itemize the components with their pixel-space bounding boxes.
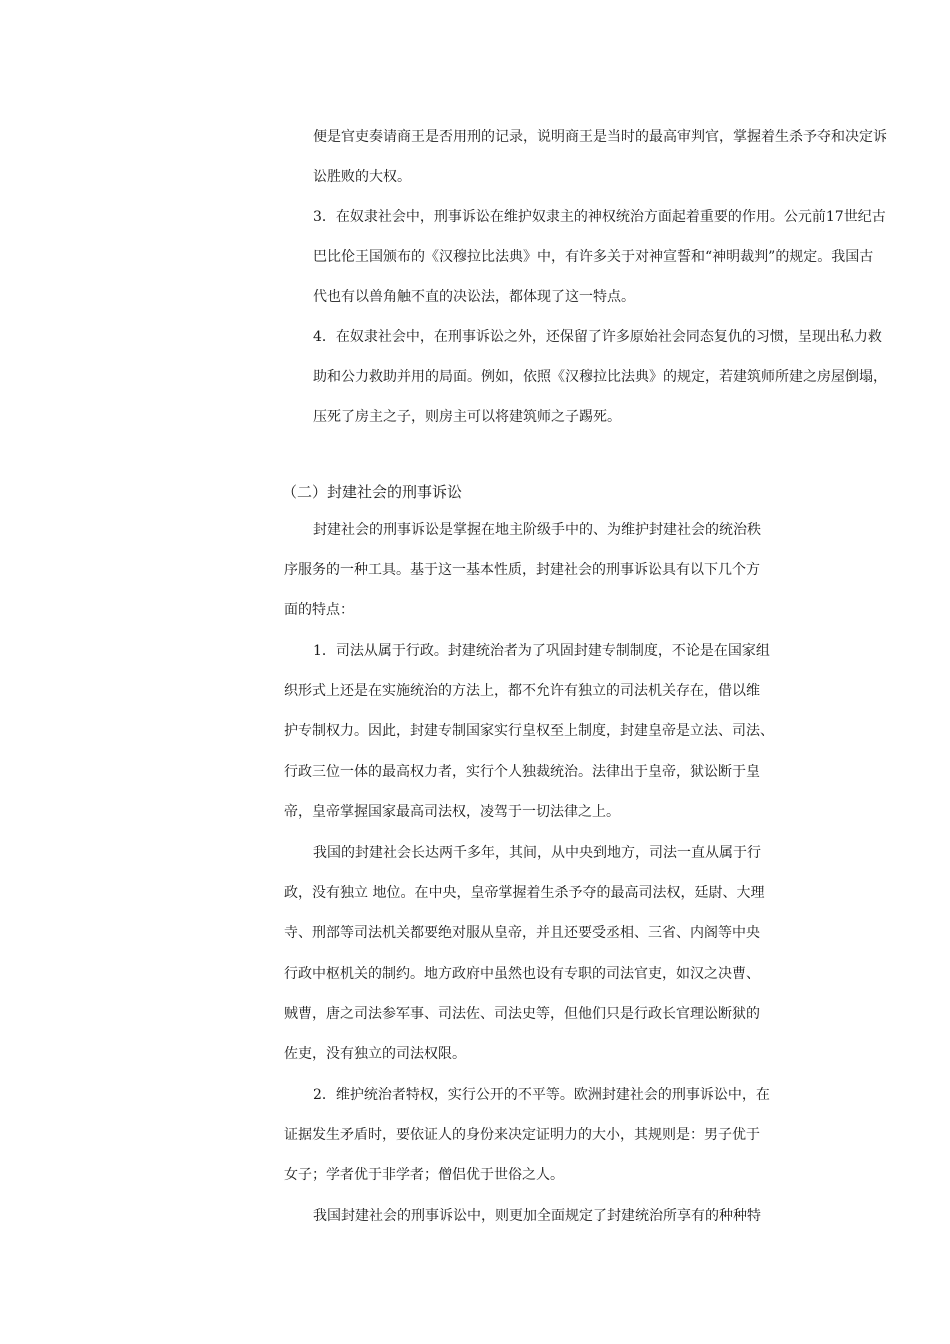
paragraph-line: 4．在奴隶社会中，在刑事诉讼之外，还保留了许多原始社会同态复仇的习惯，呈现出私力救 (313, 329, 882, 345)
paragraph-line: 政，没有独立 地位。在中央，皇帝掌握着生杀予夺的最高司法权，廷尉、大理 (284, 885, 765, 901)
paragraph-line: 便是官吏奏请商王是否用刑的记录，说明商王是当时的最高审判官，掌握着生杀予夺和决定诉 (313, 129, 887, 145)
paragraph-line: 巴比伦王国颁布的《汉穆拉比法典》中，有许多关于对神宣誓和“神明裁判”的规定。我国古 (313, 249, 874, 265)
paragraph-line: 我国封建社会的刑事诉讼中，则更加全面规定了封建统治所享有的种种特 (313, 1208, 761, 1224)
paragraph-line: 压死了房主之子，则房主可以将建筑师之子踢死。 (313, 409, 621, 425)
paragraph-line: 护专制权力。因此，封建专制国家实行皇权至上制度，封建皇帝是立法、司法、 (284, 723, 774, 739)
section-heading: （二）封建社会的刑事诉讼 (282, 483, 463, 501)
paragraph-line: 我国的封建社会长达两千多年，其间，从中央到地方，司法一直从属于行 (313, 845, 761, 861)
paragraph-line: 代也有以兽角触不直的决讼法，都体现了这一特点。 (313, 289, 635, 305)
paragraph-line: 寺、刑部等司法机关都要绝对服从皇帝，并且还要受丞相、三省、内阁等中央 (284, 925, 760, 941)
paragraph-line: 封建社会的刑事诉讼是掌握在地主阶级手中的、为维护封建社会的统治秩 (313, 522, 761, 538)
paragraph-line: 2．维护统治者特权，实行公开的不平等。欧洲封建社会的刑事诉讼中，在 (313, 1087, 770, 1103)
paragraph-line: 助和公力救助并用的局面。例如，依照《汉穆拉比法典》的规定，若建筑师所建之房屋倒塌， (313, 369, 887, 385)
paragraph-line: 佐吏，没有独立的司法权限。 (284, 1046, 466, 1062)
paragraph-line: 序服务的一种工具。基于这一基本性质，封建社会的刑事诉讼具有以下几个方 (284, 562, 760, 578)
paragraph-line: 面的特点： (284, 602, 354, 618)
paragraph-line: 帝，皇帝掌握国家最高司法权，凌驾于一切法律之上。 (284, 804, 620, 820)
paragraph-line: 织形式上还是在实施统治的方法上，都不允许有独立的司法机关存在，借以维 (284, 683, 760, 699)
paragraph-line: 女子；学者优于非学者；僧侣优于世俗之人。 (284, 1167, 564, 1183)
paragraph-line: 行政三位一体的最高权力者，实行个人独裁统治。法律出于皇帝，狱讼断于皇 (284, 764, 760, 780)
paragraph-line: 行政中枢机关的制约。地方政府中虽然也设有专职的司法官吏，如汉之决曹、 (284, 966, 760, 982)
paragraph-line: 贼曹，唐之司法参军事、司法佐、司法史等，但他们只是行政长官理讼断狱的 (284, 1006, 760, 1022)
paragraph-line: 讼胜败的大权。 (313, 169, 411, 185)
paragraph-line: 1．司法从属于行政。封建统治者为了巩固封建专制制度，不论是在国家组 (313, 643, 770, 659)
paragraph-line: 证据发生矛盾时，要依证人的身份来决定证明力的大小，其规则是：男子优于 (284, 1127, 760, 1143)
paragraph-line: 3．在奴隶社会中，刑事诉讼在维护奴隶主的神权统治方面起着重要的作用。公元前17世纪古 (313, 209, 886, 225)
